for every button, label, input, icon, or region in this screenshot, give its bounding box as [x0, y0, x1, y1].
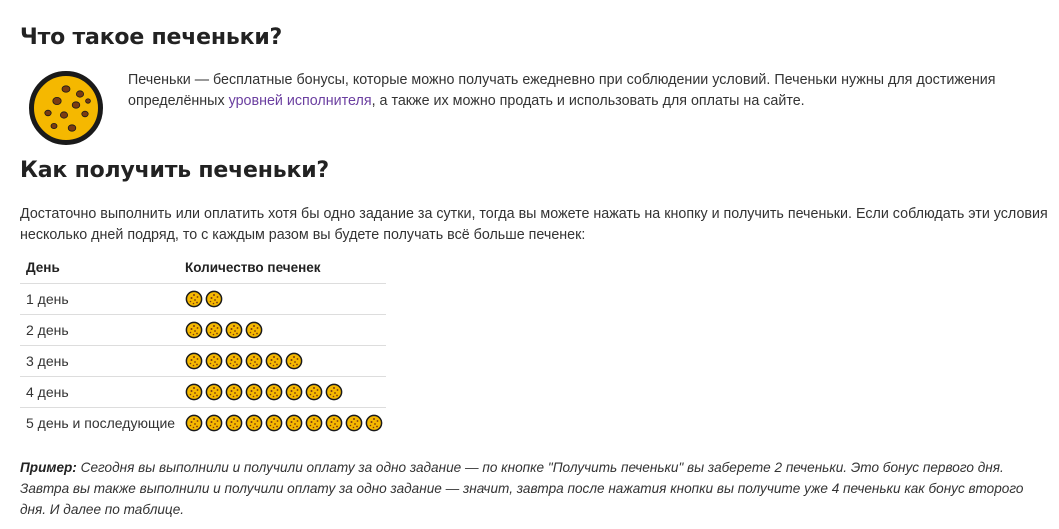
example-body: Сегодня вы выполнили и получили оплату за одно задание — по кнопке "Получить печеньки" вы заберете 2 печеньки. Это бонус первого дня. Завтра вы также выполнили и получили оплату за одно задание — значит, завтра после нажатия кнопки вы получите уже 4 печеньки как бонус второго дня. И далее по таблице.: [20, 460, 1024, 517]
executor-levels-link[interactable]: уровней исполнителя: [228, 93, 372, 109]
cookie-icon: [245, 321, 263, 339]
cookie-icon: [185, 290, 203, 308]
cookie-icon: [185, 321, 203, 339]
table-row: [20, 315, 386, 346]
section-title-how: Как получить печеньки?: [20, 158, 329, 183]
day-cell: 5 день и последующие: [26, 415, 176, 431]
cookie-icon: [265, 414, 283, 432]
how-text: Достаточно выполнить или оплатить хотя бы одно задание за сутки, тогда вы можете нажать на кнопку и получить печеньки. Если соблюдать эти условия несколько дней подряд, то с каждым разом вы будете получать всё больше печенек:: [20, 206, 1048, 243]
cookie-count-cell: [179, 346, 386, 377]
cookie-icon: [365, 414, 383, 432]
cookie-icon: [205, 383, 223, 401]
cookies-table: [20, 252, 386, 438]
day-cell: 2 день: [20, 315, 179, 346]
cookie-count-cell: [179, 315, 386, 346]
table-header-row: [20, 252, 386, 284]
cookie-icon: [265, 352, 283, 370]
cookie-icon: [325, 383, 343, 401]
cookie-icon: [285, 352, 303, 370]
table-row: [20, 408, 386, 439]
cookie-icon: [225, 383, 243, 401]
cookie-icon: [285, 383, 303, 401]
table-row: [20, 377, 386, 408]
cookie-icon: [225, 352, 243, 370]
example-label: Пример:: [20, 460, 77, 475]
day-cell: 4 день: [20, 377, 179, 408]
cookie-icon: [305, 414, 323, 432]
intro-block: [28, 70, 1038, 150]
cookie-icon: [28, 70, 104, 146]
cookie-icon: [265, 383, 283, 401]
cookie-icon: [345, 414, 363, 432]
cookie-icon: [305, 383, 323, 401]
cookie-count-cell: [179, 284, 386, 315]
cookie-icon: [205, 321, 223, 339]
cookie-icon: [245, 414, 263, 432]
cookie-icon: [205, 290, 223, 308]
table-row: [20, 284, 386, 315]
table-row: [20, 346, 386, 377]
cookie-icon: [225, 321, 243, 339]
day-cell: 3 день: [20, 346, 179, 377]
cookie-icon: [245, 352, 263, 370]
cookie-icon: [185, 352, 203, 370]
example-text: [20, 457, 1050, 520]
cookie-icon: [325, 414, 343, 432]
header-count: Количество печенек: [179, 252, 386, 284]
day-cell: 1 день: [20, 284, 179, 315]
cookie-icon: [245, 383, 263, 401]
cookie-icon: [285, 414, 303, 432]
cookie-icon: [205, 352, 223, 370]
cookie-count-cell: [179, 377, 386, 408]
section-title-what: Что такое печеньки?: [20, 25, 283, 50]
header-day: День: [20, 252, 179, 284]
intro-text: Печеньки — бесплатные бонусы, которые можно получать ежедневно при соблюдении условий. Печеньки нужны для достижения определённых уровней исполнителя, а также их можно продать и использовать для оплаты на сайте.: [128, 72, 996, 109]
cookie-icon: [185, 383, 203, 401]
cookie-count-cell: [179, 408, 386, 439]
cookie-icon: [225, 414, 243, 432]
cookie-icon: [205, 414, 223, 432]
cookie-icon: [185, 414, 203, 432]
